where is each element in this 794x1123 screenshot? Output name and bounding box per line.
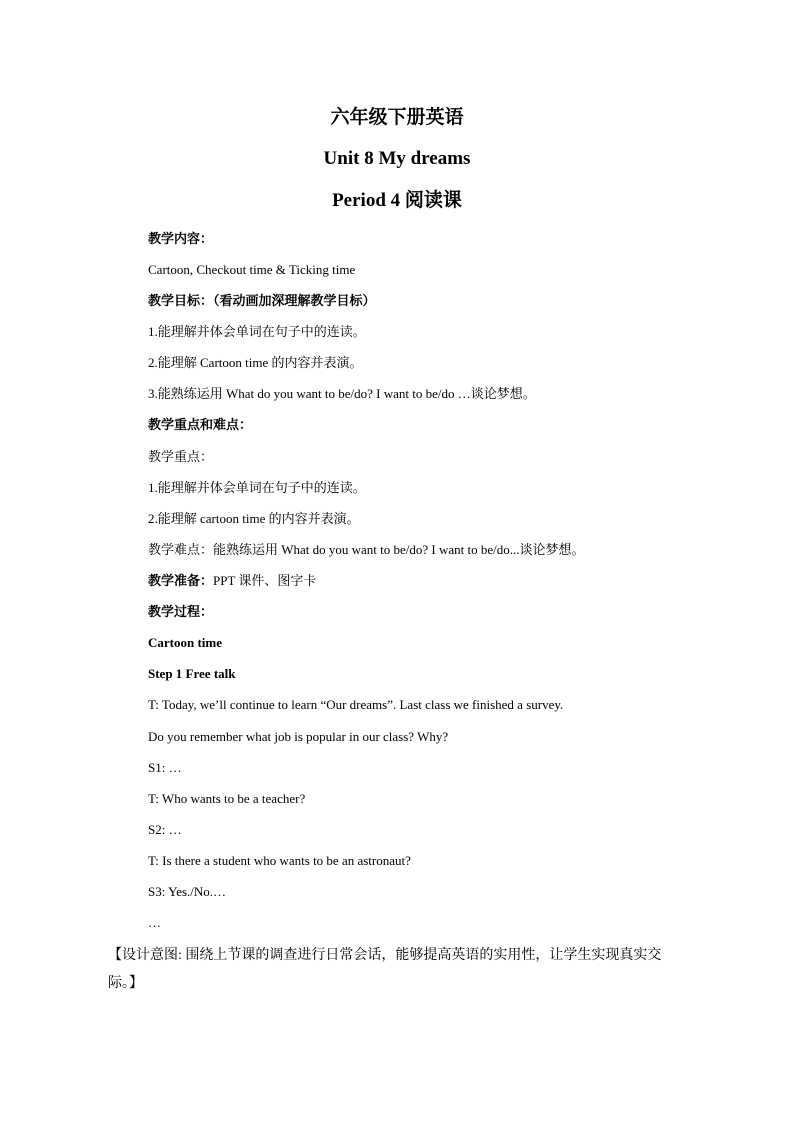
content-heading: 教学内容： — [148, 231, 214, 246]
design-intent-note: 【设计意图: 围绕上节课的调查进行日常会话，能够提高英语的实用性，让学生实现真实交际。】 — [108, 948, 662, 991]
step-heading: Step 1 Free talk — [148, 666, 236, 681]
prep-label: 教学准备： — [148, 573, 214, 588]
cartoon-heading: Cartoon time — [148, 635, 223, 650]
key-point-item: 1.能理解并体会单词在句子中的连读。 — [148, 480, 366, 495]
goal-item: 1.能理解并体会单词在句子中的连读。 — [148, 324, 366, 339]
dialogue-line: T: Today, we’ll continue to learn “Our dreams”. Last class we finished a survey. — [148, 697, 564, 712]
title-period: Period 4 阅读课 — [332, 190, 462, 211]
key-subheading: 教学重点： — [148, 449, 214, 464]
key-heading: 教学重点和难点： — [148, 417, 253, 432]
goal-item: 2.能理解 Cartoon time 的内容并表演。 — [148, 355, 363, 370]
content-text: Cartoon, Checkout time & Ticking time — [148, 262, 356, 277]
prep-line — [148, 572, 316, 590]
dialogue-line: T: Who wants to be a teacher? — [148, 791, 306, 806]
key-point-item: 2.能理解 cartoon time 的内容并表演。 — [148, 511, 360, 526]
goals-heading: 教学目标：（看动画加深理解教学目标） — [148, 293, 376, 308]
dialogue-line: S3: Yes./No.… — [148, 884, 227, 899]
dialogue-line: … — [148, 915, 161, 930]
title-grade: 六年级下册英语 — [330, 107, 464, 128]
dialogue-line: T: Is there a student who wants to be an astronaut? — [148, 853, 411, 868]
dialogue-line: S2: … — [148, 822, 182, 837]
process-heading: 教学过程： — [148, 604, 214, 619]
dialogue-line: S1: … — [148, 760, 182, 775]
prep-text: PPT 课件、图字卡 — [213, 573, 317, 588]
goal-item: 3.能熟练运用 What do you want to be/do? I want to be/do …谈论梦想。 — [148, 386, 536, 401]
dialogue-line: Do you remember what job is popular in our class? Why? — [148, 729, 449, 744]
title-unit: Unit 8 My dreams — [323, 148, 471, 169]
difficulty-text: 教学难点：能熟练运用 What do you want to be/do? I want to be/do...谈论梦想。 — [148, 542, 585, 557]
